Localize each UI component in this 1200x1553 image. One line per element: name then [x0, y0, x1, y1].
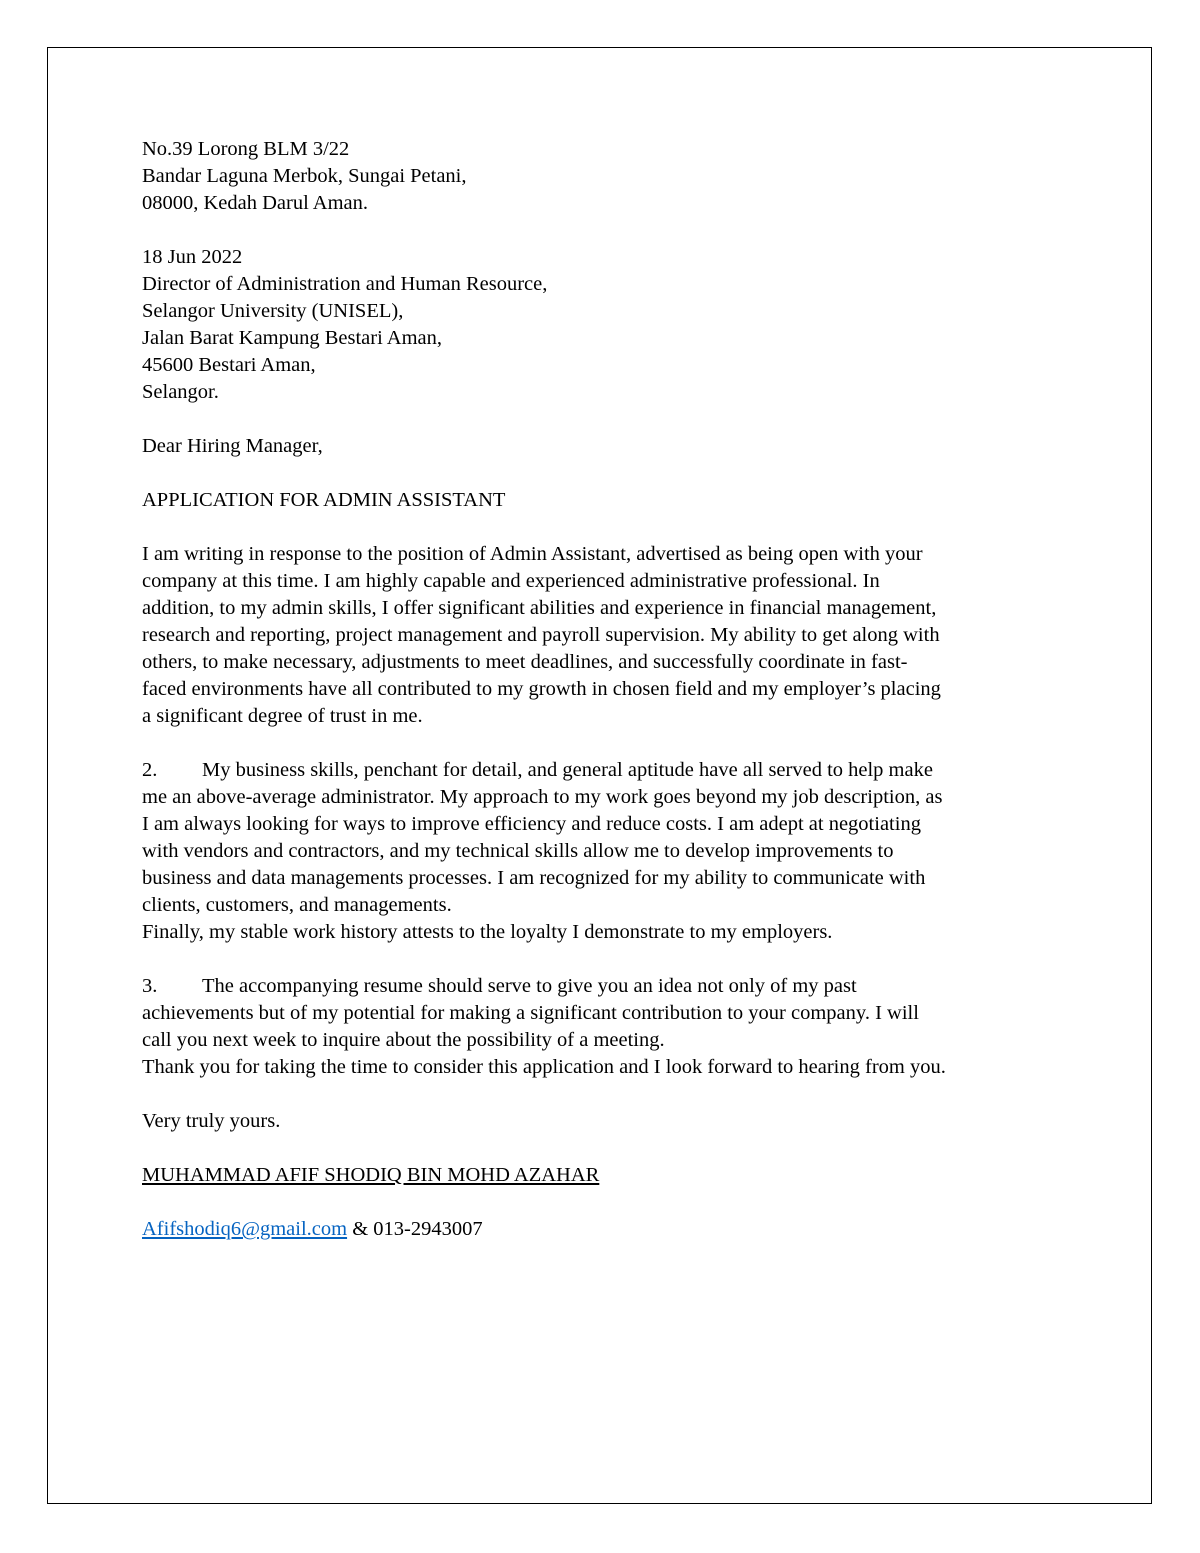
paragraph-3: [142, 973, 1082, 1081]
paragraph-line: call you next week to inquire about the possibility of a meeting.: [142, 1029, 665, 1051]
paragraph-line: I am writing in response to the position of Admin Assistant, advertised as being open with your: [142, 543, 923, 565]
recipient-address: [142, 271, 1082, 406]
paragraph-first-line: [142, 973, 1082, 1000]
paragraph-line: clients, customers, and managements.: [142, 894, 452, 916]
address-line: No.39 Lorong BLM 3/22: [142, 138, 350, 160]
email-link[interactable]: Afifshodiq6@gmail.com: [142, 1218, 348, 1240]
sender-address: [142, 136, 1082, 217]
recipient-line: Jalan Barat Kampung Bestari Aman,: [142, 327, 443, 349]
recipient-line: Director of Administration and Human Resource,: [142, 273, 548, 295]
paragraph-line: me an above-average administrator. My approach to my work goes beyond my job description, as: [142, 786, 943, 808]
paragraph-line: with vendors and contractors, and my technical skills allow me to develop improvements to: [142, 840, 894, 862]
paragraph-line: My business skills, penchant for detail, and general aptitude have all served to help make: [202, 759, 933, 781]
paragraph-number: 3.: [142, 975, 158, 997]
paragraph-1: [142, 541, 1082, 730]
subject-heading: APPLICATION FOR ADMIN ASSISTANT: [142, 489, 506, 511]
closing: Very truly yours.: [142, 1110, 281, 1132]
paragraph-line: Thank you for taking the time to consider this application and I look forward to hearing from you.: [142, 1056, 946, 1078]
paragraph-number: 2.: [142, 759, 158, 781]
signature-name: MUHAMMAD AFIF SHODIQ BIN MOHD AZAHAR: [142, 1164, 600, 1186]
paragraph-line: achievements but of my potential for making a significant contribution to your company. I will: [142, 1002, 919, 1024]
paragraph-2: [142, 757, 1082, 946]
contact-separator: &: [347, 1218, 374, 1240]
paragraph-line: I am always looking for ways to improve efficiency and reduce costs. I am adept at negotiating: [142, 813, 921, 835]
address-line: 08000, Kedah Darul Aman.: [142, 192, 369, 214]
paragraph-line: company at this time. I am highly capable and experienced administrative professional. In: [142, 570, 880, 592]
recipient-line: Selangor University (UNISEL),: [142, 300, 404, 322]
paragraph-first-line: [142, 757, 1082, 784]
paragraph-line: others, to make necessary, adjustments to meet deadlines, and successfully coordinate in fast-: [142, 651, 908, 673]
recipient-line: Selangor.: [142, 381, 219, 403]
paragraph-line: research and reporting, project management and payroll supervision. My ability to get along with: [142, 624, 940, 646]
cover-letter: [142, 136, 1082, 1243]
contact-line: [142, 1216, 1082, 1243]
paragraph-line: Finally, my stable work history attests to the loyalty I demonstrate to my employers.: [142, 921, 833, 943]
paragraph-line: The accompanying resume should serve to give you an idea not only of my past: [202, 975, 857, 997]
salutation: Dear Hiring Manager,: [142, 435, 323, 457]
recipient-line: 45600 Bestari Aman,: [142, 354, 316, 376]
phone-number: 013-2943007: [373, 1218, 483, 1240]
paragraph-line: addition, to my admin skills, I offer significant abilities and experience in financial management,: [142, 597, 937, 619]
address-line: Bandar Laguna Merbok, Sungai Petani,: [142, 165, 467, 187]
paragraph-line: faced environments have all contributed to my growth in chosen field and my employer’s placing: [142, 678, 941, 700]
paragraph-line: business and data managements processes. I am recognized for my ability to communicate with: [142, 867, 926, 889]
letter-date: 18 Jun 2022: [142, 246, 243, 268]
paragraph-line: a significant degree of trust in me.: [142, 705, 423, 727]
